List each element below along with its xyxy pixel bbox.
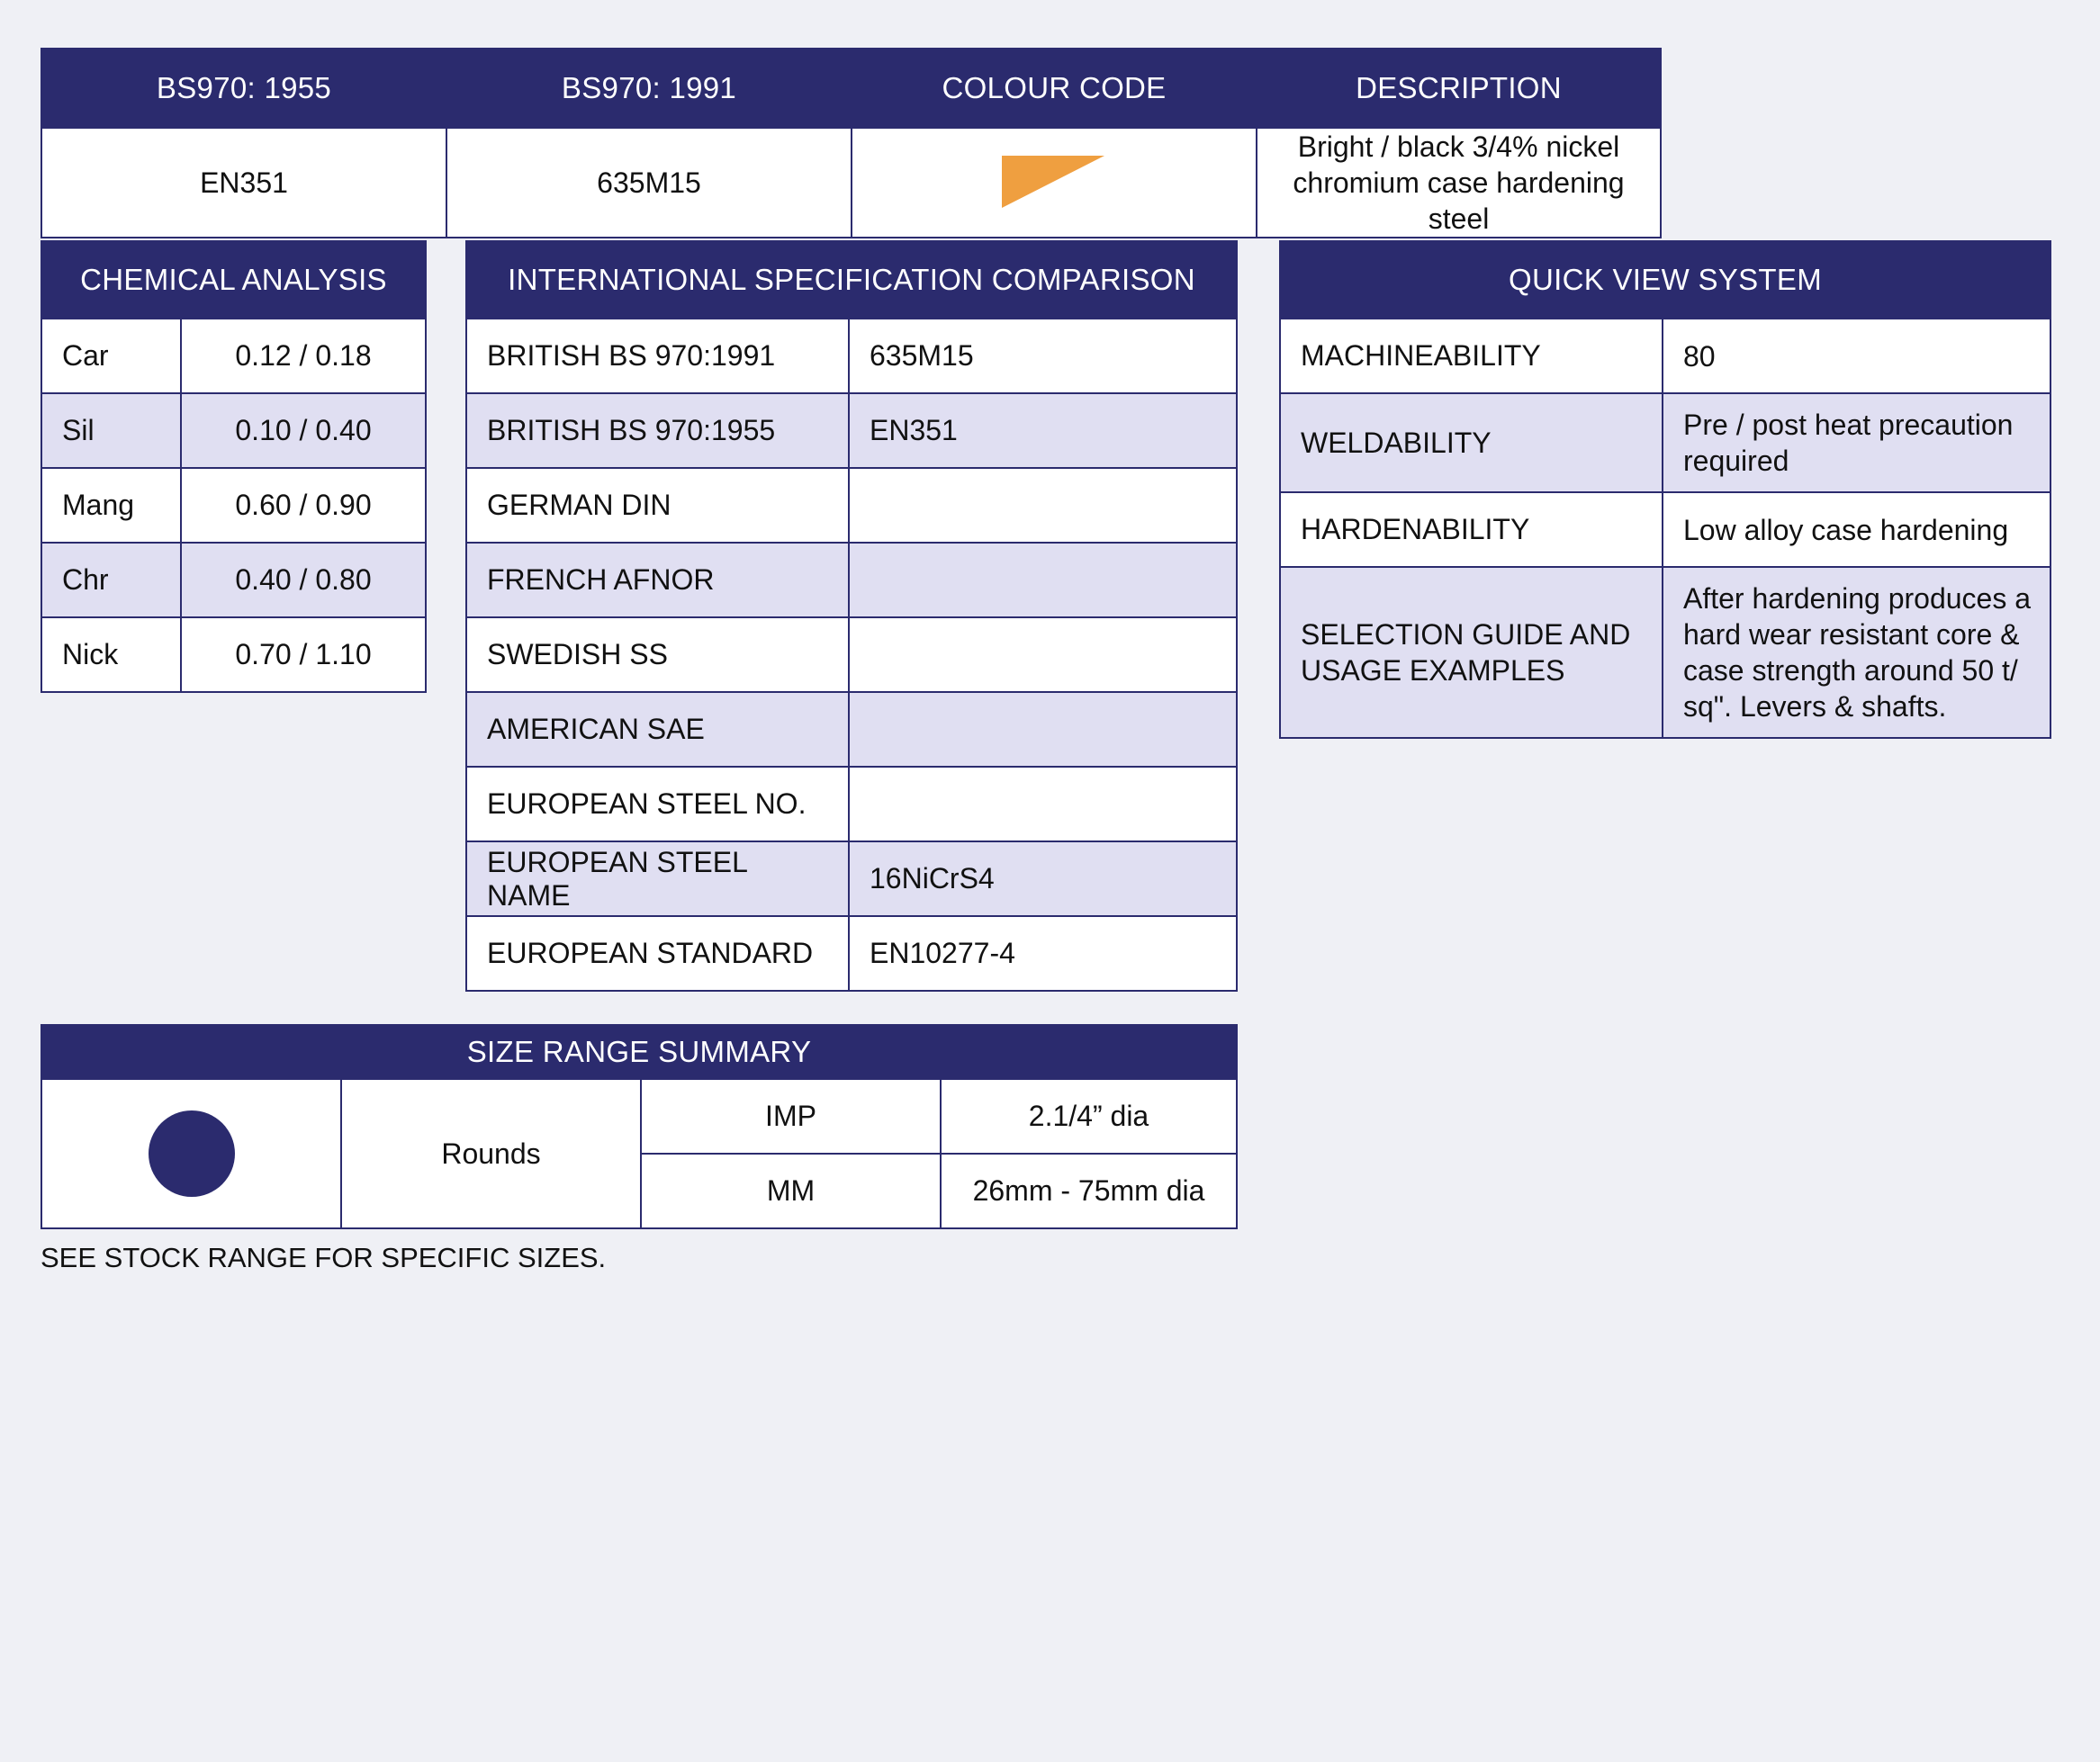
- property-name: HARDENABILITY: [1280, 492, 1663, 567]
- table-row: [1280, 567, 2050, 738]
- bs1955-value: EN351: [41, 128, 446, 238]
- shape-name: Rounds: [341, 1079, 641, 1228]
- colour-code-triangle-icon: [1002, 156, 1106, 210]
- size-range-table: [41, 1024, 1238, 1229]
- element-name: Mang: [41, 468, 181, 543]
- element-value: 0.60 / 0.90: [181, 468, 426, 543]
- round-bar-icon: [147, 1109, 237, 1199]
- table-row: [466, 841, 1237, 916]
- col-bs1991-header: BS970: 1991: [446, 49, 852, 128]
- standard-value: 635M15: [849, 319, 1237, 393]
- element-name: Car: [41, 319, 181, 393]
- standard-value: [849, 692, 1237, 767]
- col-bs1955-header: BS970: 1955: [41, 49, 446, 128]
- property-name: MACHINEABILITY: [1280, 319, 1663, 393]
- shape-icon-cell: [41, 1079, 341, 1228]
- element-name: Chr: [41, 543, 181, 617]
- colour-code-swatch: [852, 128, 1257, 238]
- table-row: [466, 617, 1237, 692]
- property-value: 80: [1663, 319, 2050, 393]
- quick-view-title: QUICK VIEW SYSTEM: [1280, 241, 2050, 319]
- standard-value: EN351: [849, 393, 1237, 468]
- table-row: [41, 543, 426, 617]
- standard-value: 16NiCrS4: [849, 841, 1237, 916]
- international-spec-table: [465, 240, 1238, 992]
- element-value: 0.12 / 0.18: [181, 319, 426, 393]
- col-colour-code-header: COLOUR CODE: [852, 49, 1257, 128]
- footer-note: SEE STOCK RANGE FOR SPECIFIC SIZES.: [41, 1242, 607, 1273]
- standard-name: GERMAN DIN: [466, 468, 849, 543]
- standard-name: EUROPEAN STANDARD: [466, 916, 849, 991]
- description-value: Bright / black 3/4% nickel chromium case hardening steel: [1257, 128, 1661, 238]
- table-row: [1280, 393, 2050, 492]
- bs1991-value: 635M15: [446, 128, 852, 238]
- property-name: SELECTION GUIDE AND USAGE EXAMPLES: [1280, 567, 1663, 738]
- element-name: Nick: [41, 617, 181, 692]
- standard-name: BRITISH BS 970:1955: [466, 393, 849, 468]
- standard-name: SWEDISH SS: [466, 617, 849, 692]
- standard-name: BRITISH BS 970:1991: [466, 319, 849, 393]
- standard-value: [849, 767, 1237, 841]
- table-row: [1280, 492, 2050, 567]
- element-value: 0.70 / 1.10: [181, 617, 426, 692]
- size-range-value: 26mm - 75mm dia: [941, 1154, 1237, 1228]
- chemical-analysis-table: [41, 240, 427, 693]
- standard-value: EN10277-4: [849, 916, 1237, 991]
- spec-header-table: [41, 48, 1662, 238]
- standard-name: AMERICAN SAE: [466, 692, 849, 767]
- standard-name: EUROPEAN STEEL NO.: [466, 767, 849, 841]
- standard-name: EUROPEAN STEEL NAME: [466, 841, 849, 916]
- table-row: [1280, 319, 2050, 393]
- standard-name: FRENCH AFNOR: [466, 543, 849, 617]
- size-range-title: SIZE RANGE SUMMARY: [41, 1025, 1237, 1079]
- property-value: Low alloy case hardening: [1663, 492, 2050, 567]
- table-row: [41, 393, 426, 468]
- table-row: [41, 468, 426, 543]
- property-value: Pre / post heat precaution required: [1663, 393, 2050, 492]
- table-row: [466, 767, 1237, 841]
- chemical-analysis-title: CHEMICAL ANALYSIS: [41, 241, 426, 319]
- size-range-value: 2.1/4” dia: [941, 1079, 1237, 1154]
- element-value: 0.10 / 0.40: [181, 393, 426, 468]
- table-row: [466, 916, 1237, 991]
- property-name: WELDABILITY: [1280, 393, 1663, 492]
- table-row: [466, 468, 1237, 543]
- standard-value: [849, 543, 1237, 617]
- quick-view-table: [1279, 240, 2051, 739]
- standard-value: [849, 617, 1237, 692]
- table-row: [466, 393, 1237, 468]
- table-row: [466, 543, 1237, 617]
- table-row: [466, 319, 1237, 393]
- standard-value: [849, 468, 1237, 543]
- international-spec-title: INTERNATIONAL SPECIFICATION COMPARISON: [466, 241, 1237, 319]
- col-description-header: DESCRIPTION: [1257, 49, 1661, 128]
- table-row: [466, 692, 1237, 767]
- element-name: Sil: [41, 393, 181, 468]
- property-value: After hardening produces a hard wear resistant core & case strength around 50 t/ sq". Levers & shafts.: [1663, 567, 2050, 738]
- table-row: [41, 617, 426, 692]
- table-row: [41, 1079, 1237, 1154]
- unit-label: IMP: [641, 1079, 941, 1154]
- table-row: [41, 319, 426, 393]
- element-value: 0.40 / 0.80: [181, 543, 426, 617]
- unit-label: MM: [641, 1154, 941, 1228]
